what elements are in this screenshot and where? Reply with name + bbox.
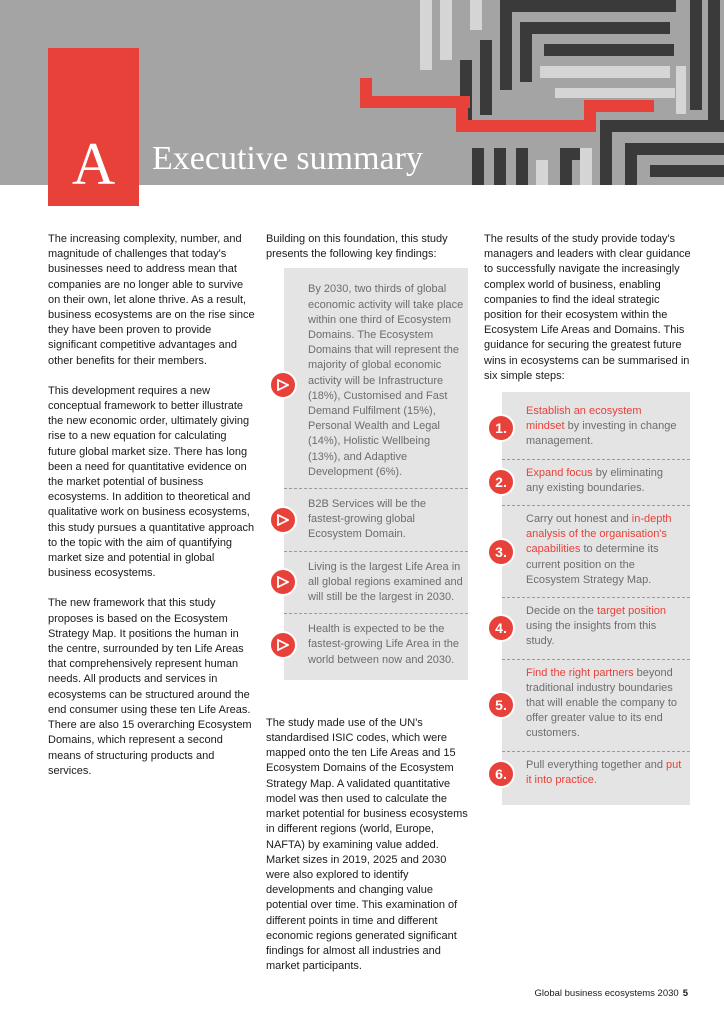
- page-title: Executive summary: [152, 140, 423, 177]
- play-arrow-icon: [269, 631, 297, 659]
- finding-item: [284, 282, 468, 488]
- step-text: by eliminating any existing boundaries.: [526, 466, 663, 494]
- step-number-badge: 6.: [487, 760, 515, 788]
- finding-item: [284, 613, 468, 676]
- column-1: [48, 232, 256, 794]
- step-item: [495, 459, 690, 505]
- play-arrow-icon: [269, 371, 297, 399]
- step-number-badge: 3.: [487, 538, 515, 566]
- step-item: [495, 751, 690, 797]
- page-footer: [535, 988, 688, 999]
- step-highlight: put it into practice.: [526, 758, 682, 786]
- step-text: beyond traditional industry boundaries that will enable the company to offer greater value to its end customers.: [526, 666, 678, 740]
- body-paragraph: This development requires a new conceptual framework to better illustrate the new economic order, ultimately giving rise to a new equation for calculating future global market size. There has long been a need for quantitative evidence on the market potential of business ecosystems. In addition to theoretical and qualitative work on business ecosystems, this study pursues a quantitative approach to the topic with the aim of quantifying market size and potential in global business ecosystems.: [48, 384, 255, 580]
- step-highlight: Expand focus: [526, 466, 593, 479]
- step-number-badge: 4.: [487, 614, 515, 642]
- publication-title: Global business ecosystems 2030: [534, 988, 679, 999]
- play-arrow-icon: [269, 506, 297, 534]
- step-number-badge: 5.: [487, 691, 515, 719]
- page-number: 5: [682, 988, 688, 999]
- step-text: Decide on the: [526, 605, 597, 618]
- step-number-badge: 1.: [487, 414, 515, 442]
- step-text: Carry out honest and: [526, 513, 632, 526]
- step-text: by investing in change management.: [526, 420, 677, 448]
- step-highlight: in-depth analysis of the organisation's capabilities: [526, 513, 672, 556]
- step-text: using the insights from this study.: [526, 620, 657, 648]
- findings-intro: Building on this foundation, this study presents the following key findings:: [266, 233, 448, 261]
- methodology-paragraph: The study made use of the UN's standardised ISIC codes, which were mapped onto the ten Life Areas and 15 Ecosystem Domains of the Ecosystem Strategy Map. A validated quantitative model was then used to calculate the market potential for business ecosystems in different regions (world, Europe, NAFTA) by examining value added. Market sizes in 2019, 2025 and 2030 were also explored to identify developments and changing value potential over time. This examination of different points in time and different economic regions generated significant findings for almost all industries and market participants.: [266, 716, 468, 973]
- column-2: [266, 232, 468, 974]
- finding-text: Health is expected to be the fastest-growing Life Area in the world between now and 2030.: [308, 623, 460, 666]
- six-steps-panel: [495, 392, 690, 805]
- step-text: Pull everything together and: [526, 758, 667, 771]
- steps-intro: The results of the study provide today's managers and leaders with clear guidance to successfully navigate the increasingly complex world of business, enabling companies to find the ideal strategic position for their ecosystem within the Ecosystem Life Areas and Domains. This guidance for securing the greatest future wins in ecosystems can be summarised in six simple steps:: [484, 233, 691, 382]
- step-highlight: target position: [596, 605, 667, 618]
- step-number-badge: 2.: [487, 468, 515, 496]
- section-letter-badge: A: [48, 48, 139, 206]
- step-highlight: Find the right partners: [526, 666, 634, 679]
- step-item: [495, 659, 690, 751]
- step-item: [495, 398, 690, 459]
- play-arrow-icon: [269, 568, 297, 596]
- finding-text: B2B Services will be the fastest-growing global Ecosystem Domain.: [308, 498, 426, 541]
- finding-text: Living is the largest Life Area in all global regions examined and will still be the largest in 2030.: [308, 560, 463, 604]
- step-item: [495, 597, 690, 659]
- key-findings-panel: [284, 268, 468, 679]
- body-paragraph: The new framework that this study proposes is based on the Ecosystem Strategy Map. It positions the human in the centre, surrounded by ten Life Areas that comprehensively represent human needs. All products and services in ecosystems can be structured around the end consumer using these ten Life Areas. There are also 15 overarching Ecosystem Domains, which represent a second means of structuring products and services.: [48, 597, 252, 777]
- step-highlight: Establish an ecosystem mindset: [526, 405, 642, 433]
- body-paragraph: The increasing complexity, number, and magnitude of challenges that today's businesses need to address mean that companies are no longer able to survive on their own, let alone thrive. As a result, business ecosystems are on the rise since they have been proven to provide significant competitive advantages and other benefits for their members.: [48, 233, 255, 367]
- finding-item: [284, 488, 468, 551]
- finding-item: [284, 551, 468, 614]
- column-3: [484, 232, 694, 805]
- step-item: [495, 505, 690, 597]
- step-text: to determine its current position on the Ecosystem Strategy Map.: [526, 543, 659, 586]
- finding-text: By 2030, two thirds of global economic activity will take place within one third of Ecosystem Domains. The Ecosystem Domains that will represent the majority of global economic activity will be Infrastructure (18%), Customised and Fast Demand Fulfilment (15%), Personal Wealth and Legal (14%), Holistic Wellbeing (13%), and Adaptive Development (6%).: [308, 283, 464, 478]
